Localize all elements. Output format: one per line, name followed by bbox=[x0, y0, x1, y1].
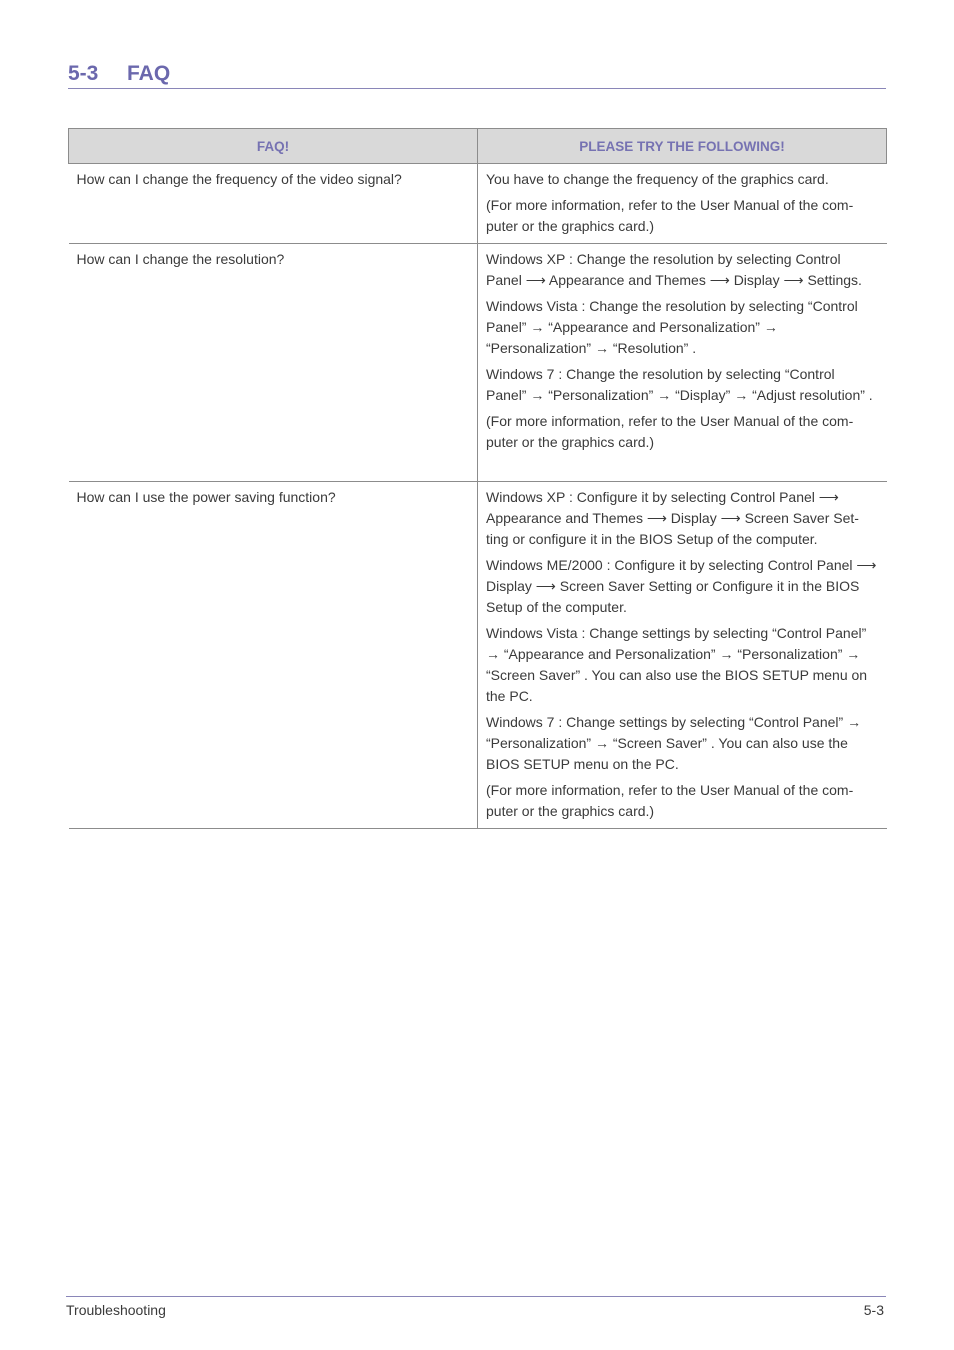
question-cell: How can I change the resolution? bbox=[69, 244, 478, 482]
footer-page-number: 5-3 bbox=[863, 1302, 884, 1318]
answer-cell bbox=[478, 164, 887, 244]
footer-divider bbox=[66, 1296, 886, 1297]
faq-table bbox=[68, 128, 887, 829]
table-row bbox=[69, 164, 887, 244]
section-header bbox=[68, 62, 886, 89]
column-header-solution: PLEASE TRY THE FOLLOWING! bbox=[478, 129, 887, 164]
section-title: FAQ bbox=[127, 62, 171, 85]
answer-paragraph: You have to change the frequency of the graphics card. bbox=[486, 171, 829, 187]
section-number: 5-3 bbox=[68, 62, 99, 85]
answer-paragraph: Windows 7 : Change settings by selecting “Control Panel” → “Personalization” → “Screen Saver” . You can also use the BIOS SETUP menu on the PC. bbox=[486, 714, 862, 772]
table-row bbox=[69, 482, 887, 829]
answer-paragraph: (For more information, refer to the User Manual of the com-puter or the graphics card.) bbox=[486, 197, 854, 234]
answer-paragraph: Windows 7 : Change the resolution by selecting “Control Panel” → “Personalization” → “Display” → “Adjust resolution” . bbox=[486, 366, 873, 403]
footer-chapter: Troubleshooting bbox=[66, 1302, 166, 1318]
answer-paragraph: Windows XP : Configure it by selecting Control Panel ⟶ Appearance and Themes ⟶ Display ⟶ Screen Saver Set-ting or configure it in the BIOS Setup of the computer. bbox=[486, 489, 859, 547]
answer-cell bbox=[478, 244, 887, 482]
table-header-row bbox=[69, 129, 887, 164]
answer-paragraph: Windows Vista : Change settings by selecting “Control Panel” → “Appearance and Personalization” → “Personalization” → “Screen Saver” . You can also use the BIOS SETUP menu on the PC. bbox=[486, 625, 868, 704]
question-cell: How can I use the power saving function? bbox=[69, 482, 478, 829]
table-row bbox=[69, 244, 887, 482]
answer-paragraph: Windows XP : Change the resolution by selecting Control Panel ⟶ Appearance and Themes ⟶ Display ⟶ Settings. bbox=[486, 251, 862, 288]
column-header-faq: FAQ! bbox=[69, 129, 478, 164]
answer-paragraph: (For more information, refer to the User Manual of the com-puter or the graphics card.) bbox=[486, 782, 854, 819]
answer-paragraph: (For more information, refer to the User Manual of the com-puter or the graphics card.) bbox=[486, 413, 854, 450]
answer-paragraph: Windows ME/2000 : Configure it by selecting Control Panel ⟶ Display ⟶ Screen Saver Setting or Configure it in the BIOS Setup of the computer. bbox=[486, 557, 877, 615]
answer-cell bbox=[478, 482, 887, 829]
answer-paragraph: Windows Vista : Change the resolution by selecting “Control Panel” → “Appearance and Personalization” → “Personalization” → “Resolution” . bbox=[486, 298, 858, 356]
question-cell: How can I change the frequency of the video signal? bbox=[69, 164, 478, 244]
